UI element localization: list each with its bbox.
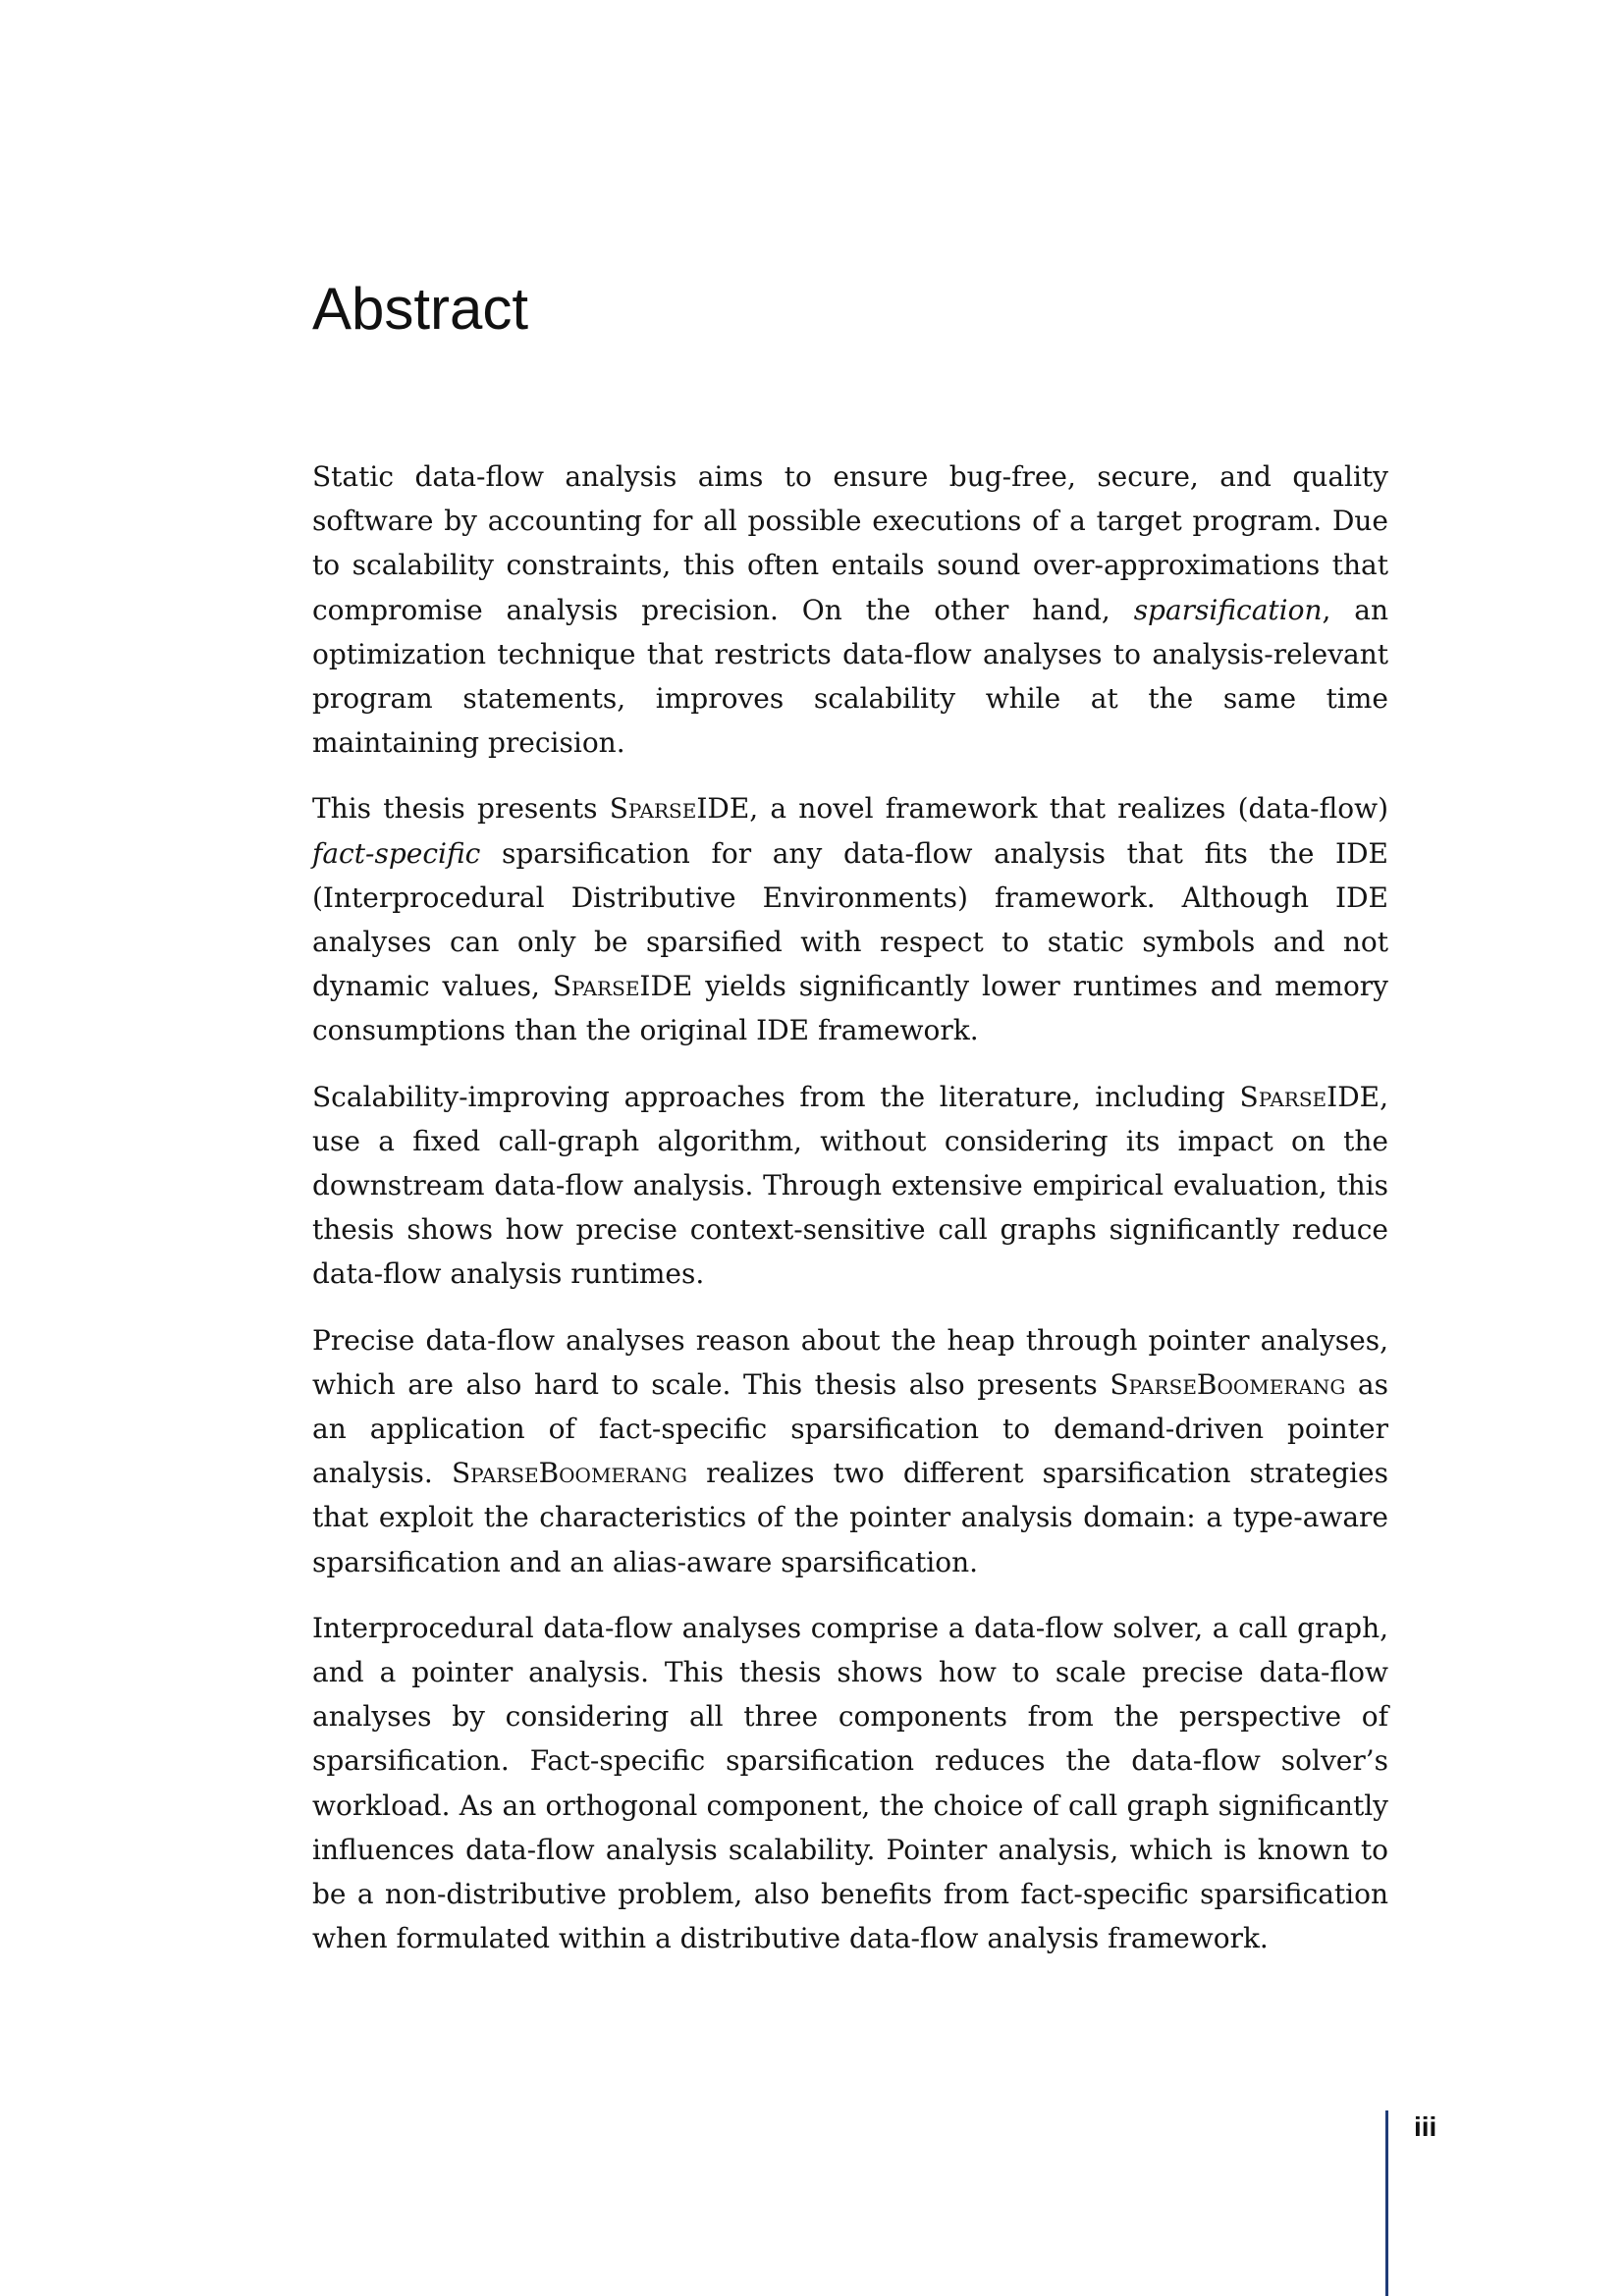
- framework-name: SparseIDE: [1239, 1080, 1380, 1113]
- page-number: iii: [1414, 2111, 1437, 2142]
- page-title: Abstract: [312, 276, 529, 342]
- paragraph-text: Static data-flow analysis aims to ensure bug-free, secure, and quality software by accounting for all possible executions of a target program. Due to scalability constraints, this often entails sound over-approximations that compromise analysis precision. On the other hand,: [312, 460, 1388, 626]
- paragraph-3: [312, 1075, 1388, 1297]
- paragraph-text: This thesis presents: [312, 792, 610, 826]
- emphasis-text: fact-specific: [312, 836, 481, 870]
- abstract-body: [312, 454, 1388, 1983]
- paragraph-text: Scalability-improving approaches from the literature, including: [312, 1080, 1240, 1113]
- paragraph-text: Interprocedural data-flow analyses comprise a data-flow solver, a call graph, and a pointer analysis. This thesis shows how to scale precise data-flow analyses by considering all three components from the perspective of sparsification. Fact-specific sparsification reduces the data-flow solver’s workload. As an orthogonal component, the choice of call graph significantly influences data-flow analysis scalability. Pointer analysis, which is known to be a non-distributive problem, also benefits from fact-specific sparsification when formulated within a distributive data-flow analysis framework.: [312, 1611, 1388, 1955]
- paragraph-text: , use a fixed call-graph algorithm, without considering its impact on the downstream data-flow analysis. Through extensive empirical evaluation, this thesis shows how precise context-sensitive call graphs significantly reduce data-flow analysis runtimes.: [312, 1080, 1388, 1291]
- paragraph-1: [312, 454, 1388, 765]
- paragraph-text: Precise data-flow analyses reason about the heap through pointer analyses, which are also hard to scale. This thesis also presents: [312, 1323, 1388, 1401]
- paragraph-4: [312, 1318, 1388, 1584]
- emphasis-text: sparsification: [1133, 593, 1323, 626]
- framework-name: SparseIDE: [609, 792, 750, 826]
- paragraph-text: , a novel framework that realizes (data-flow): [749, 792, 1388, 826]
- paragraph-2: [312, 786, 1388, 1052]
- paragraph-text: , an optimization technique that restricts data-flow analyses to analysis-relevant program statements, improves scalability while at the same time maintaining precision.: [312, 593, 1389, 760]
- paragraph-text: as an application of fact-specific sparsification to demand-driven pointer analysis.: [312, 1367, 1388, 1490]
- paragraph-text: realizes two different sparsification strategies that exploit the characteristics of the pointer analysis domain: a type-aware sparsification and an alias-aware sparsification.: [312, 1457, 1388, 1578]
- paragraph-5: [312, 1606, 1388, 1961]
- framework-name: SparseIDE: [552, 970, 693, 1003]
- framework-name: SparseBoomerang: [1110, 1367, 1346, 1401]
- paragraph-text: sparsification for any data-flow analysis that fits the IDE (Interprocedural Distributive Environments) framework. Although IDE analyses can only be sparsified with respect to static symbols and not dynamic values,: [312, 836, 1388, 1003]
- page-margin-rule: [1385, 2110, 1388, 2296]
- framework-name: SparseBoomerang: [451, 1457, 687, 1490]
- paragraph-text: yields significantly lower runtimes and memory consumptions than the original IDE framework.: [312, 970, 1389, 1047]
